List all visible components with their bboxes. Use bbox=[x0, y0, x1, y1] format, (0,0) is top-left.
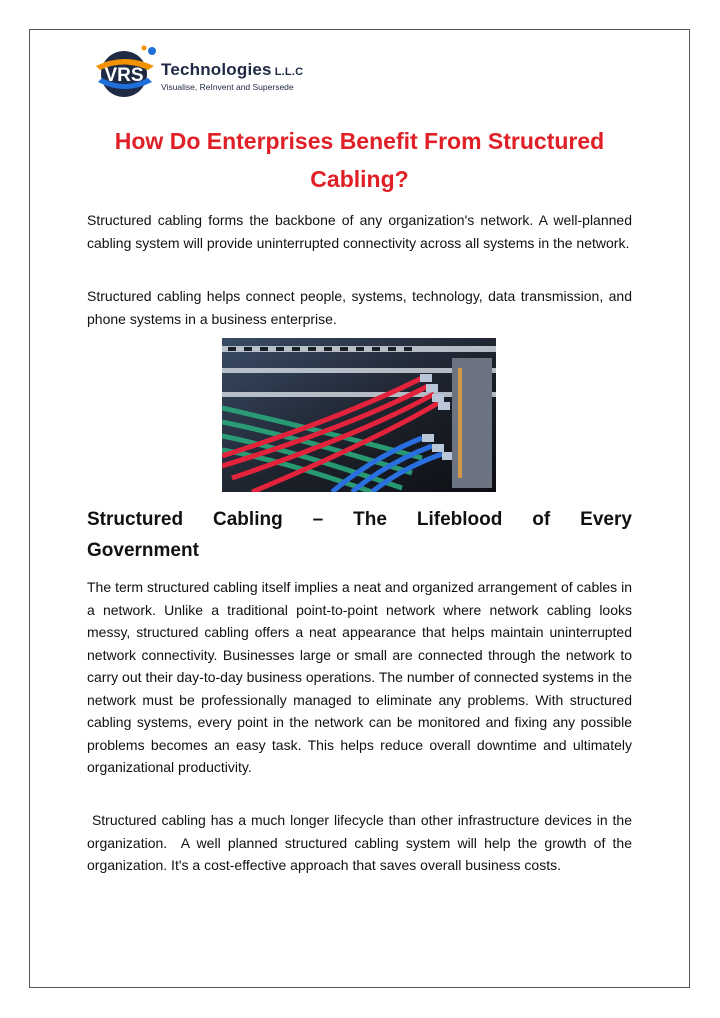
heading-word: of bbox=[532, 509, 551, 530]
heading-word: – bbox=[312, 509, 324, 530]
heading-word: Lifeblood bbox=[416, 509, 503, 530]
patch-cables-illustration bbox=[222, 338, 496, 492]
logo-company-text: Technologies bbox=[161, 60, 272, 79]
section-heading bbox=[87, 504, 632, 566]
logo-mark-text: VRS bbox=[104, 65, 144, 86]
company-logo bbox=[86, 44, 326, 102]
logo-tagline: Visualise, ReInvent and Supersede bbox=[161, 82, 294, 92]
heading-word: Cabling bbox=[213, 509, 283, 530]
heading-word: Structured bbox=[87, 509, 184, 530]
page-title: How Do Enterprises Benefit From Structured Cabling? bbox=[114, 128, 605, 192]
intro-paragraph-2: Structured cabling helps connect people, systems, technology, data transmission, and phone systems in a business enterprise. bbox=[87, 288, 632, 327]
cable-photo bbox=[222, 338, 496, 492]
section-paragraph-2: Structured cabling has a much longer lifecycle than other infrastructure devices in the organization. A well planned structured cabling system will help the growth of the organization. It's a cost-effective approach that saves overall business costs. bbox=[87, 812, 636, 873]
logo-suffix: L.L.C bbox=[274, 66, 304, 78]
heading-word: Every bbox=[580, 509, 632, 530]
section-paragraph-1: The term structured cabling itself implies a neat and organized arrangement of cables in a network. Unlike a traditional point-to-point network where network cabling looks messy, structured cabling offers a neat appearance that helps maintain uninterrupted network connectivity. Businesses large or small are connected through the network to carry out their day-to-day business operations. The number of connected systems in the network must be professionally managed to eliminate any problems. With structured cabling systems, every point in the network can be monitored and fixing any possible problems becomes an easy task. This helps reduce overall downtime and ultimately organizational productivity. bbox=[87, 579, 632, 775]
vrs-logo-mark bbox=[86, 44, 162, 102]
heading-word: The bbox=[353, 509, 387, 530]
logo-company-name bbox=[161, 60, 303, 80]
intro-paragraph-1: Structured cabling forms the backbone of any organization's network. A well-planned cabling system will provide uninterrupted connectivity across all systems in the network. bbox=[87, 212, 632, 251]
section-heading-line-2: Government bbox=[87, 540, 199, 561]
section-heading-line-1 bbox=[87, 504, 632, 535]
